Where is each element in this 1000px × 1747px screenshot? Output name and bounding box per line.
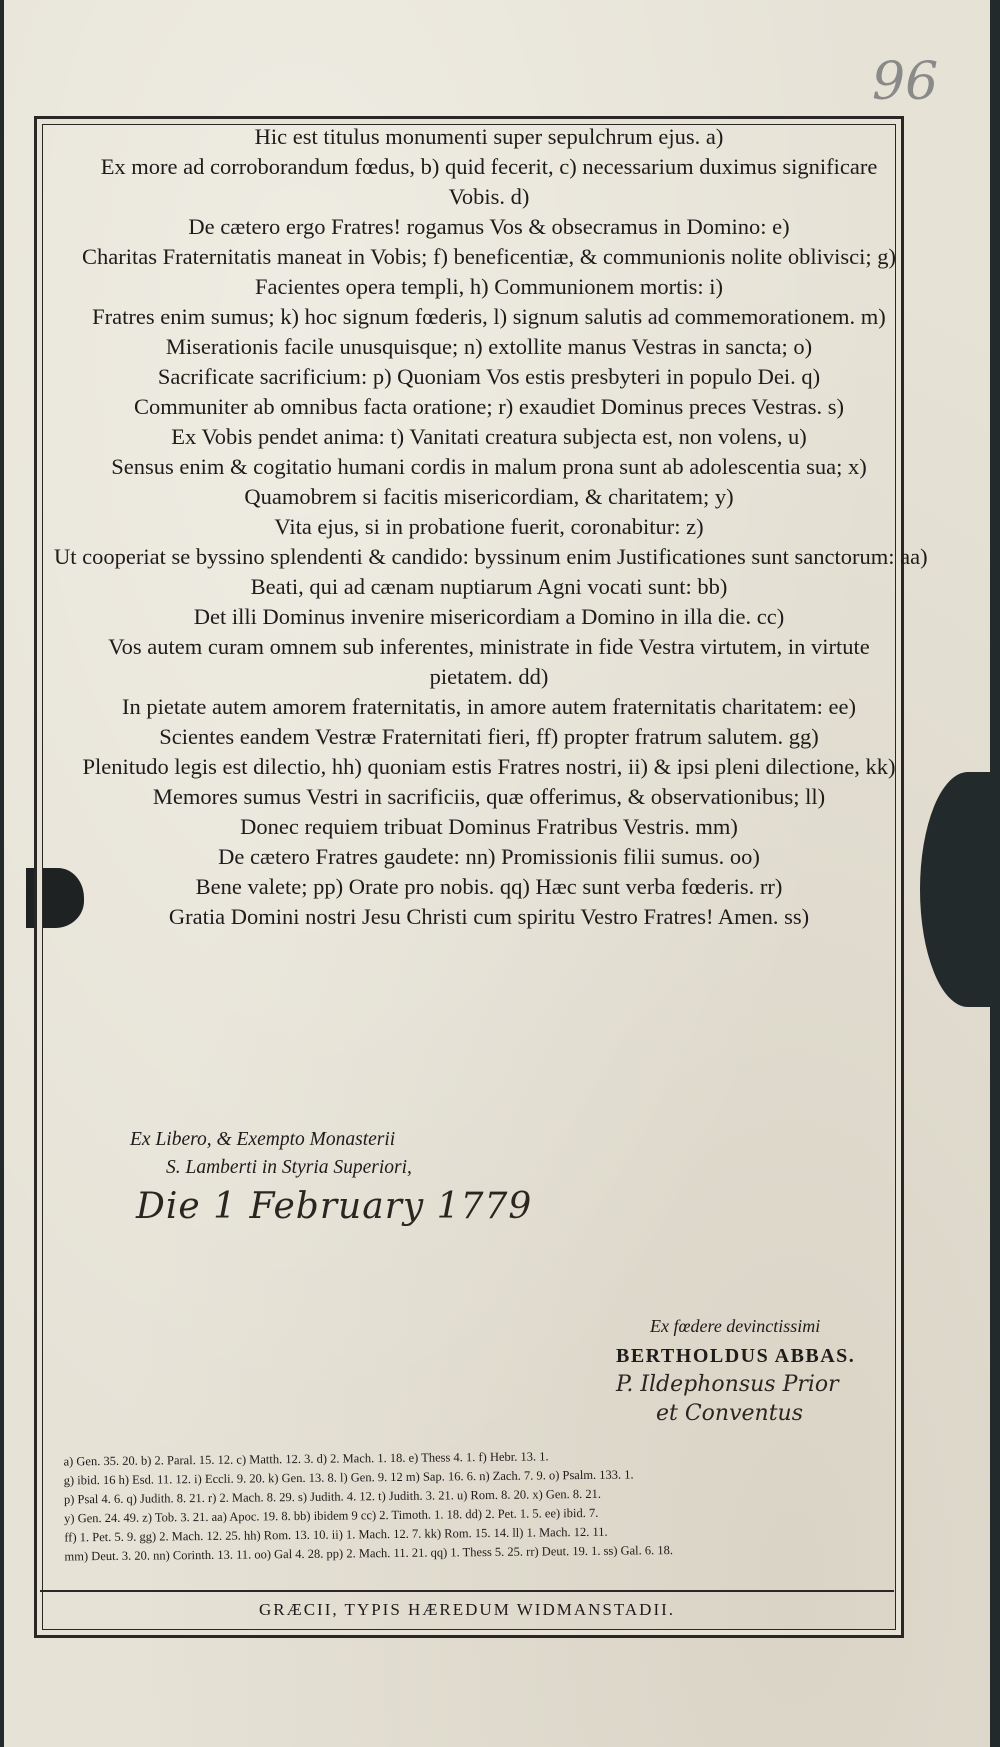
page-number: 96 — [872, 52, 939, 112]
verse-line: Beati, qui ad cænam nuptiarum Agni vocati sunt: bb) — [250, 574, 728, 599]
verse-line: Vobis. d) — [448, 184, 530, 209]
verse-line: Memores sumus Vestri in sacrificiis, quæ offerimus, & observationibus; ll) — [152, 784, 826, 809]
closing-signature — [616, 1316, 855, 1426]
verse-line: Sensus enim & cogitatio humani cordis in malum prona sunt ab adolescentia sua; x) — [111, 454, 867, 479]
verse-line: Ut cooperiat se byssino splendenti & candido: byssinum enim Justificationes sunt sanctorum: aa) — [54, 544, 928, 569]
verse-line: Vita ejus, si in probatione fuerit, coronabitur: z) — [274, 514, 704, 539]
prior-signature: P. Ildephonsus Prior — [616, 1372, 839, 1397]
verse-line: Miserationis facile unusquisque; n) extollite manus Vestras in sancta; o) — [165, 334, 813, 359]
verse-line: Donec requiem tribuat Dominus Fratribus Vestris. mm) — [240, 814, 738, 839]
handwritten-date: Die 1 February 1779 — [136, 1186, 533, 1227]
reference-line: p) Psal 4. 6. q) Judith. 8. 21. r) 2. Mach. 8. 29. s) Judith. 4. 12. t) Judith. 3. 21. u) Rom. 8. 20. x) Gen. 8. 21. — [63, 1486, 602, 1507]
verse-line: Sacrificate sacrificium: p) Quoniam Vos estis presbyteri in populo Dei. q) — [157, 364, 821, 389]
abbot-name: BERTHOLDUS ABBAS. — [616, 1345, 856, 1367]
reference-line: a) Gen. 35. 20. b) 2. Paral. 15. 12. c) Matth. 12. 3. d) 2. Mach. 1. 18. e) Thess 4. 1. f) Hebr. 13. 1. — [63, 1449, 549, 1469]
verse-line: De cætero ergo Fratres! rogamus Vos & obsecramus in Domino: e) — [188, 214, 790, 239]
closing-formula: Ex fœdere devinctissimi — [650, 1316, 821, 1336]
paper-sheet — [4, 0, 990, 1747]
verse-line: Charitas Fraternitatis maneat in Vobis; f) beneficentiæ, & communionis nolite oblivisci; g) — [81, 244, 897, 269]
reference-line: g) ibid. 16 h) Esd. 11. 12. i) Eccli. 9. 20. k) Gen. 13. 8. l) Gen. 9. 12 m) Sap. 16. 6. n) Zach. 7. 9. o) Psalm. 133. 1. — [63, 1467, 634, 1488]
verse-line: Bene valete; pp) Orate pro nobis. qq) Hæc sunt verba fœderis. rr) — [195, 874, 783, 899]
verse-line: Vos autem curam omnem sub inferentes, ministrate in fide Vestra virtutem, in virtute — [108, 634, 870, 659]
verse-line: Fratres enim sumus; k) hoc signum fœderis, l) signum salutis ad commemorationem. m) — [92, 304, 886, 329]
verse-line: Plenitudo legis est dilectio, hh) quoniam estis Fratres nostri, ii) & ipsi pleni dilectione, kk) — [82, 754, 896, 779]
reference-line: ff) 1. Pet. 5. 9. gg) 2. Mach. 12. 25. hh) Rom. 13. 10. ii) 1. Mach. 12. 7. kk) Rom. 15. 14. ll) 1. Mach. 12. 11. — [64, 1524, 608, 1545]
printer-imprint: GRÆCII, TYPIS HÆREDUM WIDMANSTADII. — [258, 1600, 676, 1619]
scripture-references — [63, 1444, 914, 1567]
verse-line: Det illi Dominus invenire misericordiam a Domino in illa die. cc) — [193, 604, 785, 629]
verse-line: Facientes opera templi, h) Communionem mortis: i) — [254, 274, 724, 299]
verse-line: pietatem. dd) — [429, 664, 549, 689]
verse-line: Scientes eandem Vestræ Fraternitati fieri, ff) propter fratrum salutem. gg) — [159, 724, 819, 749]
reference-line: y) Gen. 24. 49. z) Tob. 3. 21. aa) Apoc. 19. 8. bb) ibidem 9 cc) 2. Timoth. 1. 18. dd) 2. Pet. 1. 5. ee) ibid. 7. — [64, 1505, 599, 1526]
convent-signature: et Conventus — [656, 1401, 804, 1426]
verse-line: Quamobrem si facitis misericordiam, & charitatem; y) — [244, 484, 734, 509]
verse-line: De cætero Fratres gaudete: nn) Promissionis filii sumus. oo) — [218, 844, 760, 869]
verse-line: Ex Vobis pendet anima: t) Vanitati creatura subjecta est, non volens, u) — [171, 424, 807, 449]
imprint-line-2: S. Lamberti in Styria Superiori, — [166, 1157, 412, 1178]
verse-line: Ex more ad corroborandum fœdus, b) quid fecerit, c) necessarium duximus significare — [100, 154, 878, 179]
verse-line: Gratia Domini nostri Jesu Christi cum spiritu Vestro Fratres! Amen. ss) — [168, 904, 810, 929]
verse-line: In pietate autem amorem fraternitatis, in amore autem fraternitatis charitatem: ee) — [121, 694, 857, 719]
verse-line: Communiter ab omnibus facta oratione; r) exaudiet Dominus preces Vestras. s) — [133, 394, 845, 419]
footer-divider — [40, 1590, 894, 1592]
imprint — [130, 1126, 412, 1182]
reference-line: mm) Deut. 3. 20. nn) Corinth. 13. 11. oo) Gal 4. 28. pp) 2. Mach. 11. 21. qq) 1. Thess 5. 25. rr) Deut. 19. 1. ss) Gal. 6. 18. — [64, 1543, 674, 1564]
verse-line: Hic est titulus monumenti super sepulchrum ejus. a) — [254, 124, 724, 149]
imprint-line-1: Ex Libero, & Exempto Monasterii — [130, 1129, 396, 1150]
verse-block — [54, 122, 928, 932]
